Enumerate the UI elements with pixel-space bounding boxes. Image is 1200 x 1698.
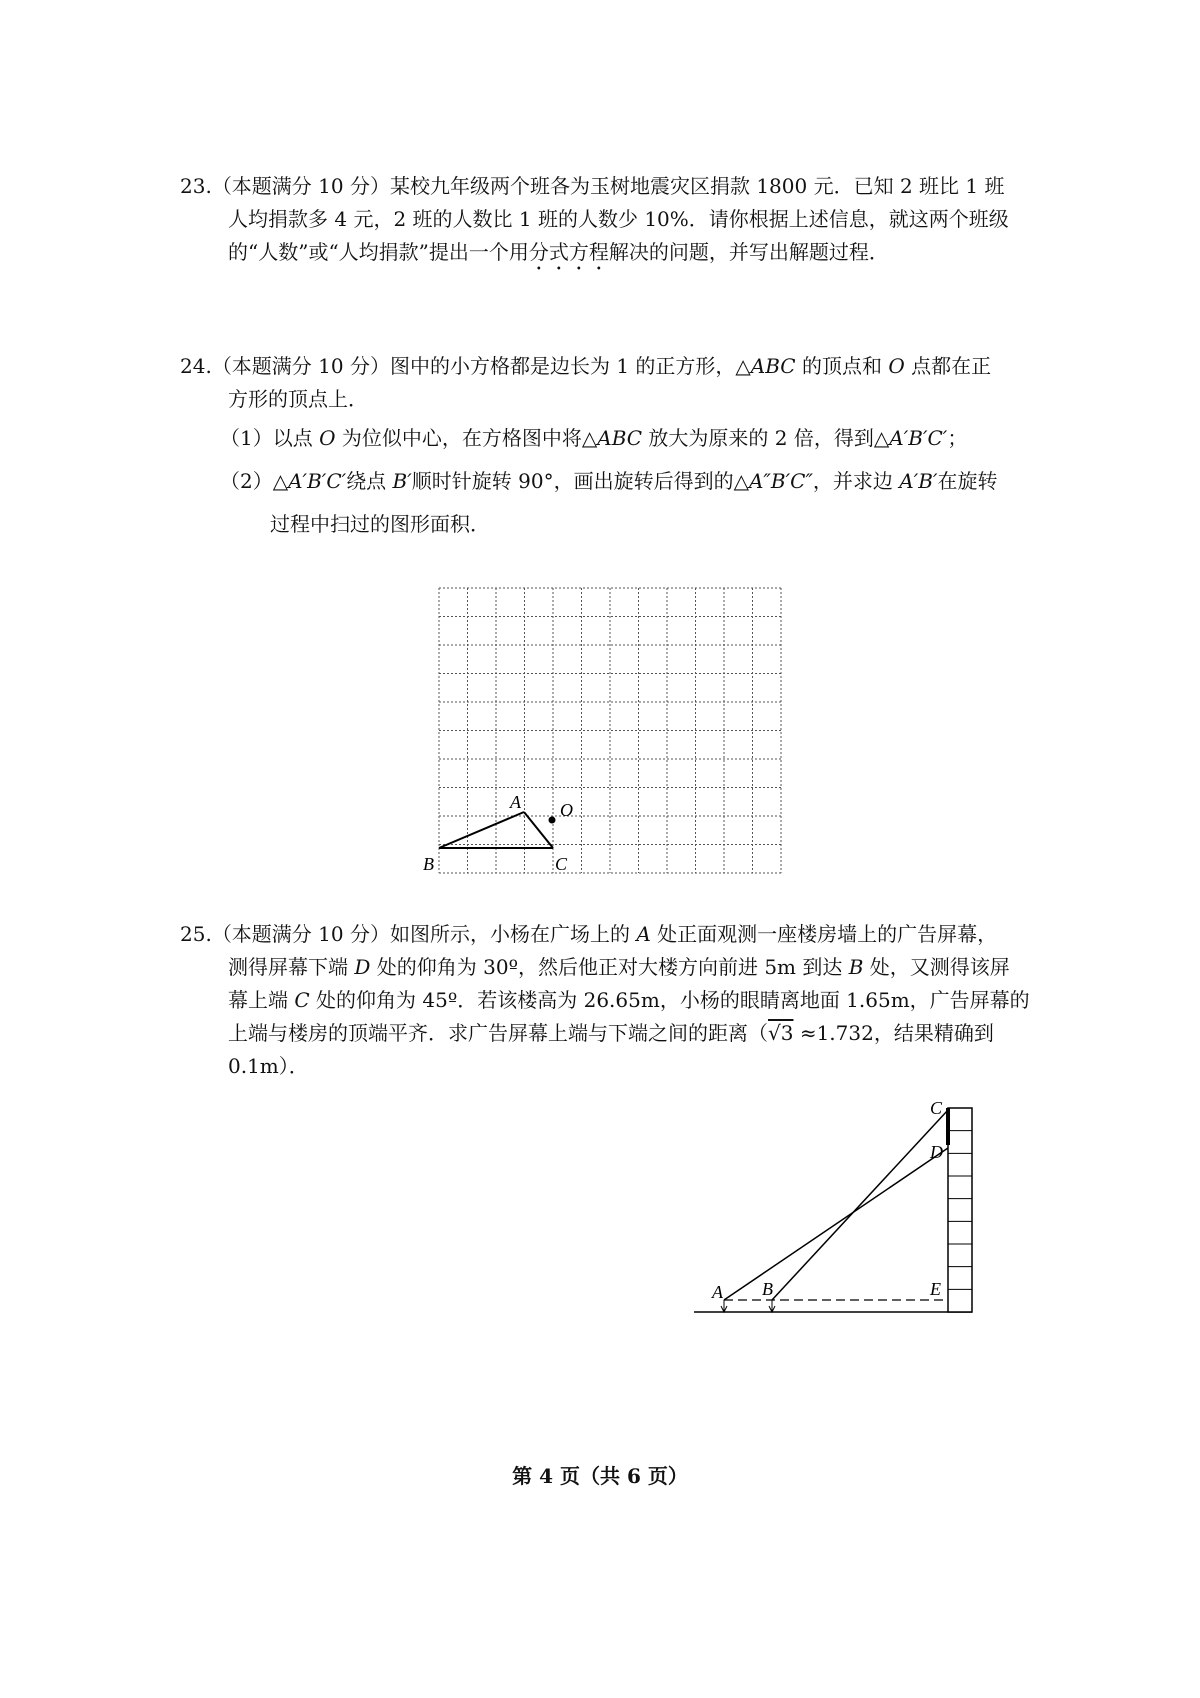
q24-p2-ab: A′B′ xyxy=(899,469,938,493)
q24-p1-mid: 为位似中心，在方格图中将△ xyxy=(335,426,598,450)
q25-line4 xyxy=(180,1017,1030,1050)
label-a: A xyxy=(510,792,521,812)
q25-line1 xyxy=(180,918,1030,951)
sight-line-bc xyxy=(772,1110,948,1300)
q23-line3-post: 解决的问题，并写出解题过程． xyxy=(608,240,889,264)
q24-part2-line2: 过程中扫过的图形面积． xyxy=(270,512,490,536)
grid xyxy=(439,588,781,873)
q24-p2-mid: 绕点 xyxy=(346,469,393,493)
q25-line3 xyxy=(180,984,1030,1017)
q24-part1 xyxy=(180,422,1030,455)
q23-emphasis: 分式方程 xyxy=(528,240,609,264)
q24-p2-post: 在旋转 xyxy=(937,469,998,493)
sight-line-ad xyxy=(724,1148,948,1300)
triangle-side-ac xyxy=(524,812,553,848)
q25-l3-post: 处的仰角为 45º．若该楼高为 26.65m，小杨的眼睛离地面 1.65m，广告屏幕的 xyxy=(309,988,1030,1012)
q25-l2-mid: 处的仰角为 30º，然后他正对大楼方向前进 5m 到达 xyxy=(370,955,849,979)
label-b: B xyxy=(762,1279,773,1299)
q25-l2-post: 处，又测得该屏 xyxy=(863,955,1010,979)
q24-p1-abc: ABC xyxy=(597,426,643,450)
label-e: E xyxy=(930,1279,941,1299)
q24-line1 xyxy=(180,350,1030,383)
q25-l2-d: D xyxy=(354,955,371,979)
q24-p2-mid3: ，并求边 xyxy=(812,469,900,493)
label-b: B xyxy=(423,854,434,874)
q24-part2 xyxy=(180,465,1030,498)
q25-l2-pre: 测得屏幕下端 xyxy=(228,955,355,979)
q24-p1-pre: （1）以点 xyxy=(220,426,320,450)
q25-l1-post: 处正面观测一座楼房墙上的广告屏幕， xyxy=(650,922,998,946)
q23-line3 xyxy=(180,236,1030,275)
q24-p1-abc2: A′B′C′ xyxy=(889,426,948,450)
q25-l4-pre: 上端与楼房的顶端平齐．求广告屏幕上端与下端之间的距离（ xyxy=(228,1021,768,1045)
building xyxy=(948,1108,972,1312)
q25-l1-a: A xyxy=(636,922,651,946)
point-o xyxy=(549,817,556,824)
q24-p2-b: B′ xyxy=(392,469,412,493)
q24-l1-pre: （本题满分 10 分）图中的小方格都是边长为 1 的正方形，△ xyxy=(211,354,751,378)
label-a: A xyxy=(712,1282,723,1302)
q25-sqrt3: √3 xyxy=(768,1021,794,1045)
label-o: O xyxy=(560,800,573,820)
q24-p1-o: O xyxy=(319,426,336,450)
triangle-side-ba xyxy=(439,812,524,848)
q24-number: 24. xyxy=(180,354,212,378)
q24-line2: 方形的顶点上． xyxy=(228,387,368,411)
q23-line3-pre: 的“人数”或“人均捐款”提出一个用 xyxy=(228,240,529,264)
question-25 xyxy=(180,918,1030,1083)
q25-l1-pre: （本题满分 10 分）如图所示，小杨在广场上的 xyxy=(211,922,637,946)
q23-line1 xyxy=(180,170,1030,203)
q25-l3-pre: 幕上端 xyxy=(228,988,295,1012)
q25-l4-post: ≈1.732，结果精确到 xyxy=(793,1021,994,1045)
q25-number: 25. xyxy=(180,922,212,946)
q24-l1-mid: 的顶点和 xyxy=(795,354,889,378)
label-c: C xyxy=(555,854,568,874)
q24-p2-abc2: A″B′C″ xyxy=(748,469,813,493)
page-footer: 第 4 页（共 6 页） xyxy=(512,1464,688,1488)
q24-grid-figure xyxy=(420,570,800,890)
q25-l2-b: B xyxy=(848,955,864,979)
q25-l3-c: C xyxy=(294,988,310,1012)
q24-p2-mid2: 顺时针旋转 90°，画出旋转后得到的△ xyxy=(411,469,749,493)
q25-line2 xyxy=(180,951,1030,984)
q23-head: （本题满分 10 分）某校九年级两个班各为玉树地震灾区捐款 1800 元．已知 2 班比 1 班 xyxy=(211,174,1005,198)
question-23 xyxy=(180,170,1030,275)
question-24 xyxy=(180,350,1030,541)
q24-p2-abc: A′B′C′ xyxy=(288,469,347,493)
q25-line5: 0.1m）． xyxy=(228,1054,309,1078)
q24-p1-post: ； xyxy=(947,426,968,450)
q24-l1-abc: ABC xyxy=(750,354,796,378)
q24-l1-o: O xyxy=(888,354,905,378)
q24-p1-mid2: 放大为原来的 2 倍，得到△ xyxy=(642,426,890,450)
label-d: D xyxy=(930,1142,943,1162)
q25-building-figure xyxy=(690,1100,1010,1320)
q24-p2-pre: （2）△ xyxy=(220,469,289,493)
q23-number: 23. xyxy=(180,174,212,198)
q23-line2: 人均捐款多 4 元，2 班的人数比 1 班的人数少 10%．请你根据上述信息，就这两个班级 xyxy=(228,207,1009,231)
label-c: C xyxy=(930,1100,943,1118)
q24-l1-post: 点都在正 xyxy=(904,354,992,378)
